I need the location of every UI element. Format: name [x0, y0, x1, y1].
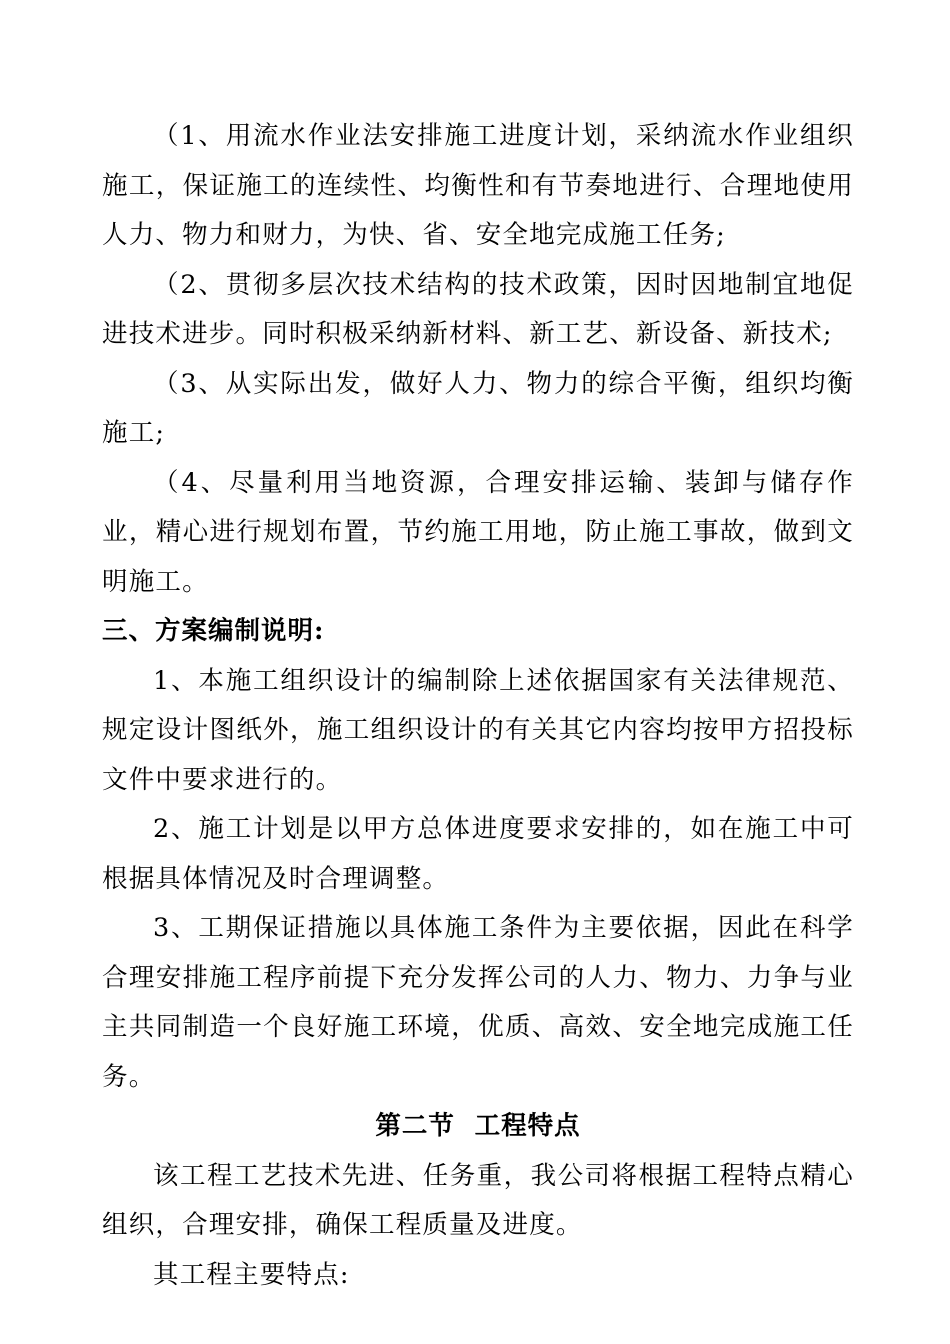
paragraph-item-1: （1、用流水作业法安排施工进度计划，采纳流水作业组织施工，保证施工的连续性、均衡性和有节奏地进行、合理地使用人力、物力和财力，为快、省、安全地完成施工任务; — [102, 121, 854, 250]
paragraph-note-2: 2、施工计划是以甲方总体进度要求安排的，如在施工中可根据具体情况及时合理调整。 — [102, 814, 854, 894]
paragraph-features-intro: 该工程工艺技术先进、任务重，我公司将根据工程特点精心组织，合理安排，确保工程质量及进度。 — [102, 1160, 854, 1240]
paragraph-item-2: （2、贯彻多层次技术结构的技术政策，因时因地制宜地促进技术进步。同时积极采纳新材料、新工艺、新设备、新技术; — [102, 269, 854, 349]
section-heading-plan-notes: 三、方案编制说明: — [102, 616, 325, 646]
paragraph-note-1: 1、本施工组织设计的编制除上述依据国家有关法律规范、规定设计图纸外，施工组织设计的有关其它内容均按甲方招投标文件中要求进行的。 — [102, 665, 854, 795]
paragraph-item-3: （3、从实际出发，做好人力、物力的综合平衡，组织均衡施工; — [102, 368, 854, 448]
paragraph-features-list-lead: 其工程主要特点: — [153, 1259, 350, 1290]
paragraph-note-3: 3、工期保证措施以具体施工条件为主要依据，因此在科学合理安排施工程序前提下充分发挥公司的人力、物力、力争与业主共同制造一个良好施工环境，优质、高效、安全地完成施工任务。 — [102, 913, 854, 1092]
section-title-project-features: 第二节 工程特点 — [375, 1111, 581, 1141]
document-page — [102, 112, 854, 1300]
paragraph-item-4: （4、尽量利用当地资源，合理安排运输、装卸与储存作业，精心进行规划布置，节约施工用地，防止施工事故，做到文明施工。 — [102, 467, 854, 597]
